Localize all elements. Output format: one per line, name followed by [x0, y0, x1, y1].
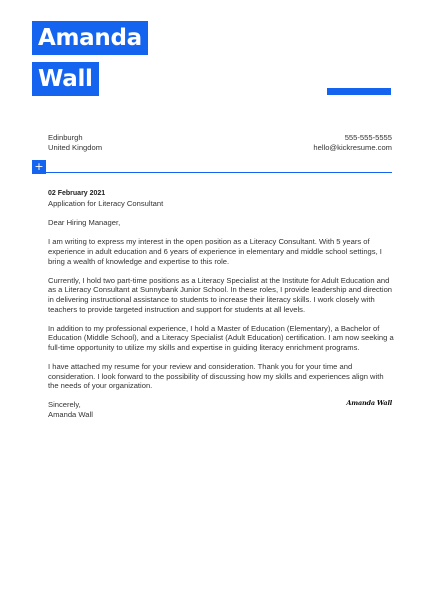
last-name-label: Wall [32, 62, 99, 96]
address-block [48, 133, 102, 153]
accent-bar [327, 88, 391, 95]
plus-icon: + [32, 160, 46, 174]
first-name-label: Amanda [32, 21, 148, 55]
letter-paragraph: Currently, I hold two part-time positions as a Literacy Specialist at the Institute for Adult Education and as a Literacy Consultant at Sunnybank Junior School. In these roles, I provide leadership and direction in delivering instructional assistance to students to increase their literacy skills. I work closely with teachers to provide targeted instruction and support for students at all levels. [48, 275, 393, 314]
contact-phone[interactable]: 555-555-5555 [344, 133, 392, 142]
address-city: Edinburgh [48, 133, 83, 142]
letter-closing: Sincerely, [48, 400, 81, 410]
contact-email[interactable]: hello@kickresume.com [313, 143, 392, 152]
letter-body [48, 189, 394, 420]
handwritten-signature: Amanda Wall [346, 399, 392, 407]
letter-sender: Amanda Wall [48, 410, 93, 420]
letter-date: 02 February 2021 [48, 190, 106, 197]
contact-block [313, 133, 392, 153]
letter-paragraph: In addition to my professional experience, I hold a Master of Education (Elementary), a Bachelor of Education (Middle School), and a Literacy Specialist (Adult Education) certification. I am now seeking a full-time opportunity to utilize my skills and expertise in guiding literacy enrichment programs. [48, 323, 394, 352]
letter-paragraph: I have attached my resume for your review and consideration. Thank you for your time and consideration. I look forward to the possibility of discussing how my skills and experiences align with the needs of your organization. [48, 362, 384, 391]
section-divider [32, 160, 392, 174]
letter-salutation: Dear Hiring Manager, [48, 218, 121, 228]
letter-paragraph: I am writing to express my interest in the open position as a Literacy Consultant. With 5 years of experience in adult education and 6 years of experience in elementary and middle school settings, I bring a wealth of knowledge and expertise to this role. [48, 237, 382, 266]
address-country: United Kingdom [48, 143, 103, 152]
letter-subject: Application for Literacy Consultant [48, 198, 164, 208]
divider-line [46, 172, 392, 173]
